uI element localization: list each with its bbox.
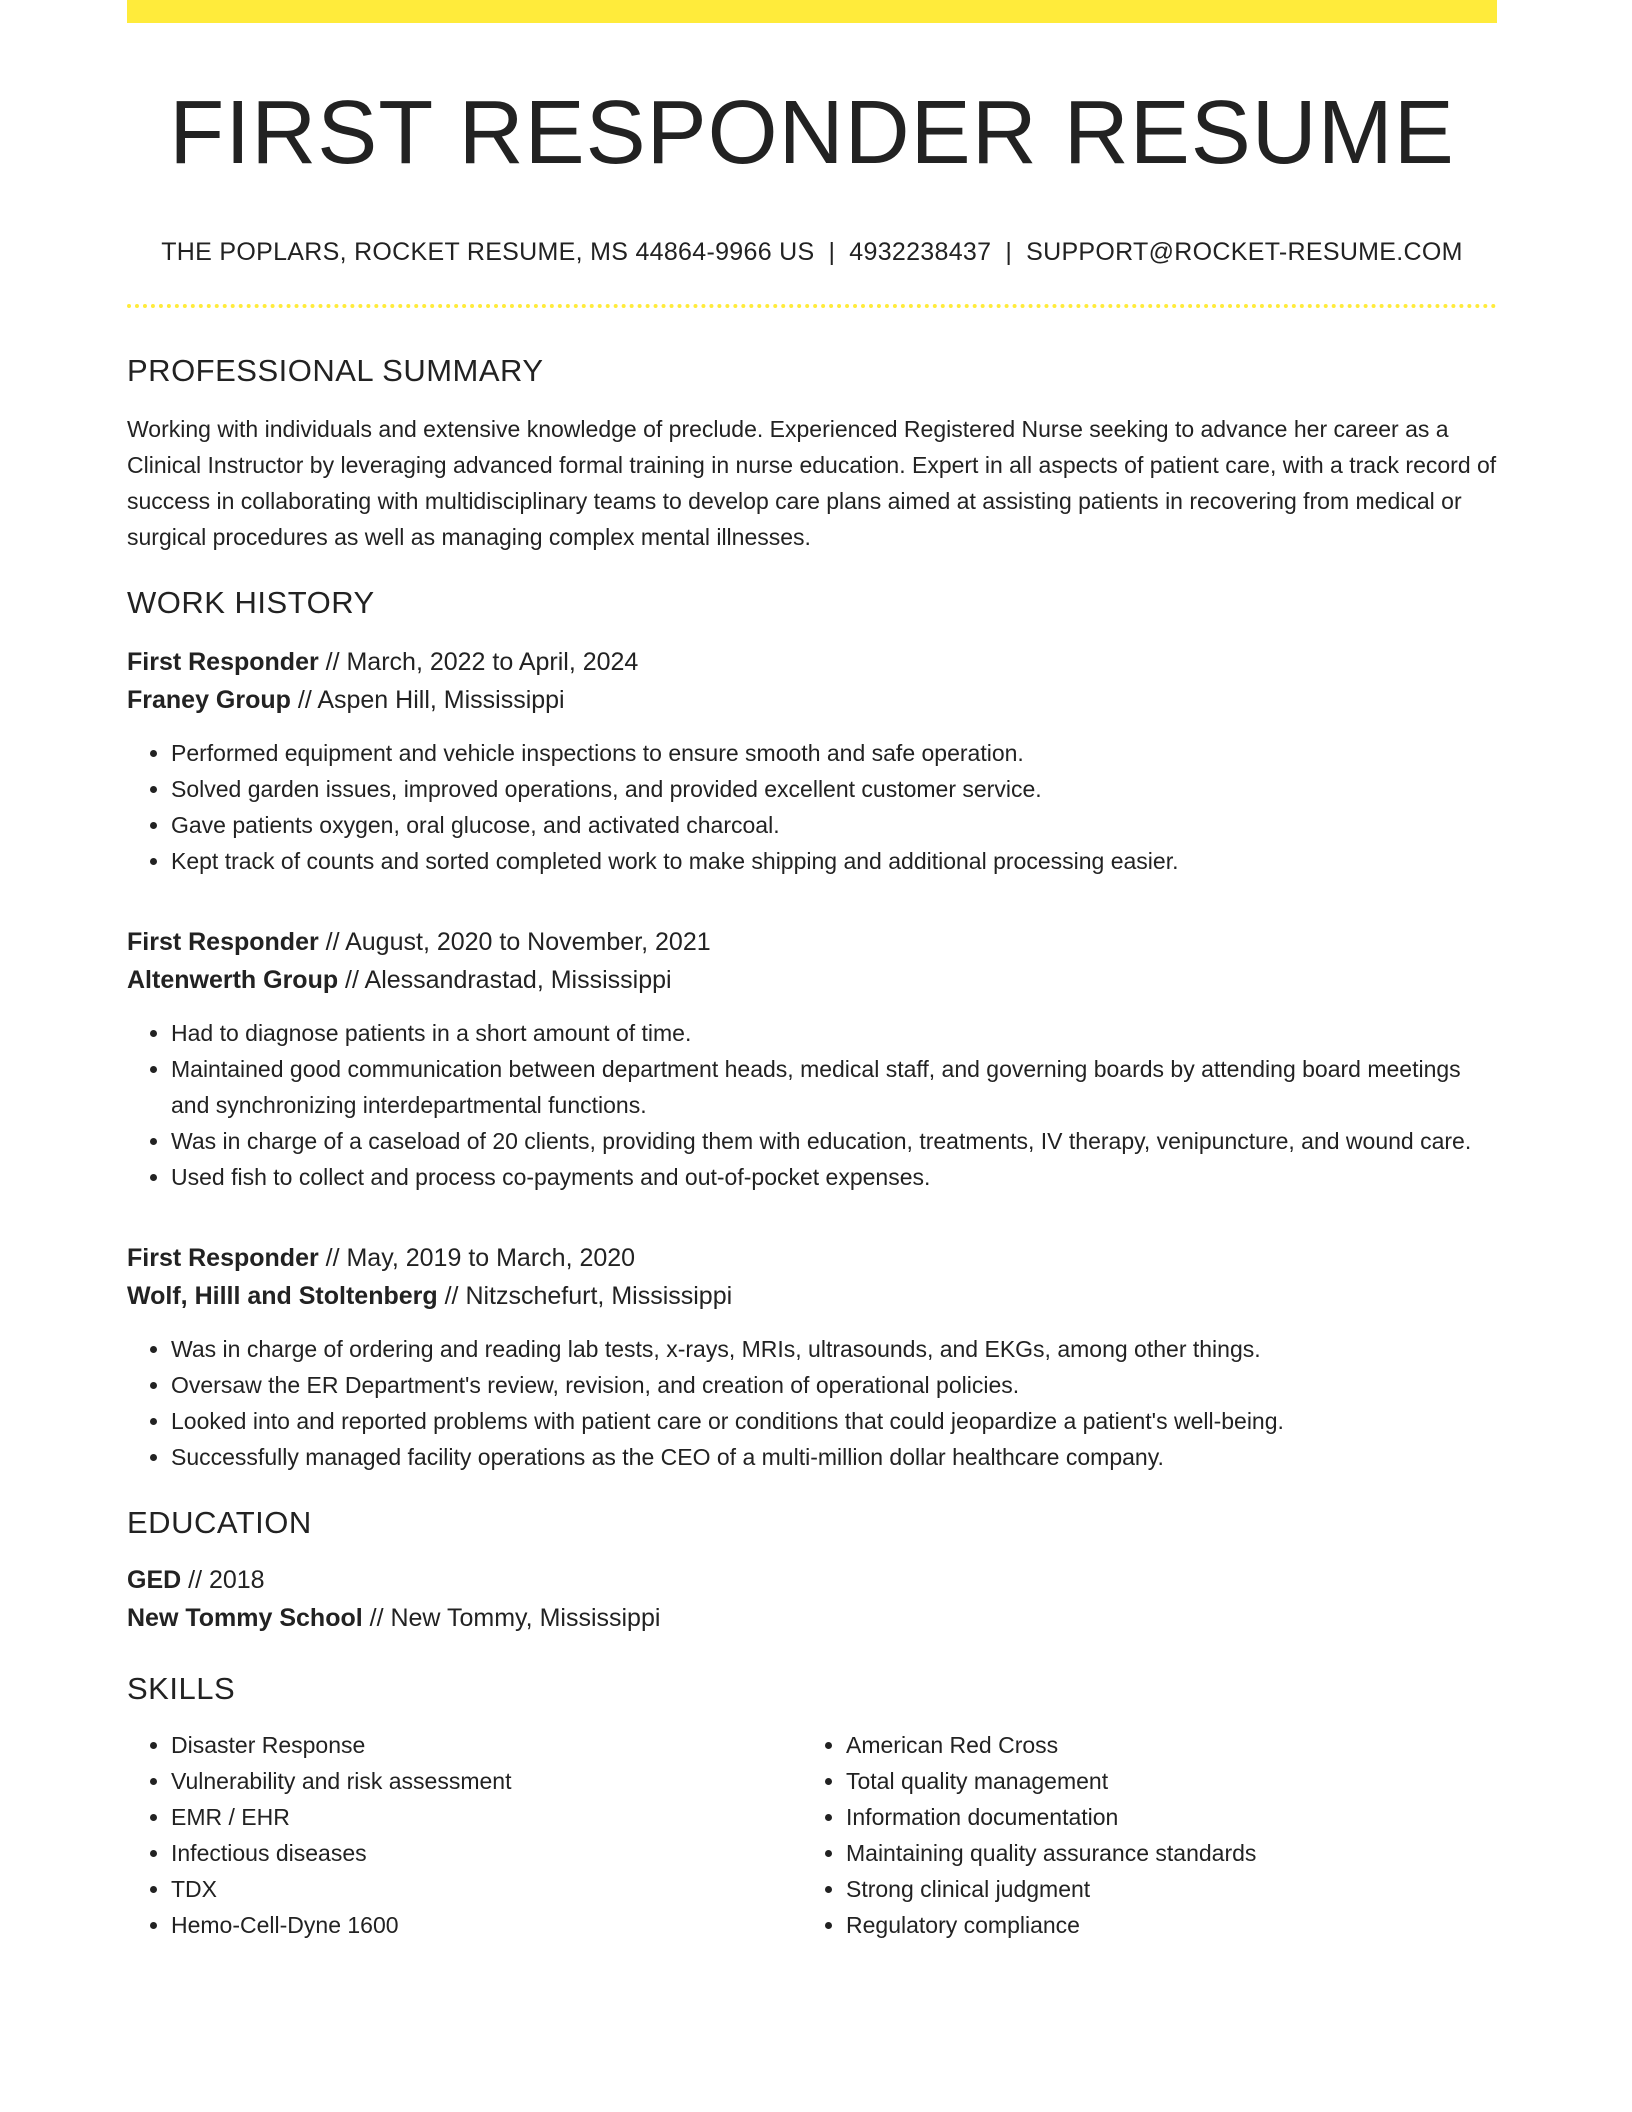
skill-item: • Disaster Response xyxy=(171,1727,802,1763)
job-bullet: • Successfully managed facility operations as the CEO of a multi-million dollar healthcare company. xyxy=(171,1439,1497,1475)
education-entry xyxy=(127,1561,1497,1637)
job-bullet: • Gave patients oxygen, oral glucose, and activated charcoal. xyxy=(171,807,1497,843)
job-title: First Responder xyxy=(127,1244,319,1272)
skill-item: • Total quality management xyxy=(846,1763,1477,1799)
skill-item: • Hemo-Cell-Dyne 1600 xyxy=(171,1907,802,1943)
job-company-line xyxy=(127,681,1497,719)
job-title-line xyxy=(127,923,1497,961)
education-heading: EDUCATION xyxy=(127,1505,312,1540)
contact-phone: 4932238437 xyxy=(849,238,992,266)
contact-line xyxy=(127,238,1497,267)
job-bullet: • Had to diagnose patients in a short amount of time. xyxy=(171,1015,1497,1051)
summary-text: Working with individuals and extensive knowledge of preclude. Experienced Registered Nurse seeking to advance her career as a Clinical Instructor by leveraging advanced formal training in nurse education. Expert in all aspects of patient care, with a track record of success in collaborating with multidisciplinary teams to develop care plans aimed at assisting patients in recovering from medical or surgical procedures as well as managing complex mental illnesses. xyxy=(127,416,1497,550)
resume-page xyxy=(127,0,1497,1943)
job-company-line xyxy=(127,961,1497,999)
skills-heading: SKILLS xyxy=(127,1671,236,1706)
job-title: First Responder xyxy=(127,648,319,676)
skills-columns xyxy=(127,1727,1497,1943)
job-entry xyxy=(127,923,1497,1195)
job-dates: // March, 2022 to April, 2024 xyxy=(318,648,639,676)
skill-item: • TDX xyxy=(171,1871,802,1907)
job-bullets xyxy=(127,735,1497,879)
job-location: // Alessandrastad, Mississippi xyxy=(338,966,672,994)
job-title: First Responder xyxy=(127,928,319,956)
job-title-line xyxy=(127,1239,1497,1277)
education-year: // 2018 xyxy=(181,1566,265,1594)
skill-item: • EMR / EHR xyxy=(171,1799,802,1835)
job-dates: // May, 2019 to March, 2020 xyxy=(318,1244,636,1272)
skill-item: • Maintaining quality assurance standards xyxy=(846,1835,1477,1871)
job-bullet: • Used fish to collect and process co-payments and out-of-pocket expenses. xyxy=(171,1159,1497,1195)
contact-separator: | xyxy=(828,238,836,266)
job-bullet: • Maintained good communication between department heads, medical staff, and governing boards by attending board meetings and synchronizing interdepartmental functions. xyxy=(171,1051,1497,1123)
job-bullet: • Was in charge of a caseload of 20 clients, providing them with education, treatments, IV therapy, venipuncture, and wound care. xyxy=(171,1123,1497,1159)
skill-item: • American Red Cross xyxy=(846,1727,1477,1763)
job-bullets xyxy=(127,1331,1497,1475)
skill-item: • Strong clinical judgment xyxy=(846,1871,1477,1907)
education-degree: GED xyxy=(127,1566,182,1594)
job-title-line xyxy=(127,643,1497,681)
education-degree-line xyxy=(127,1561,1497,1599)
job-dates: // August, 2020 to November, 2021 xyxy=(318,928,711,956)
skills-left-column xyxy=(127,1727,802,1943)
skill-item: • Infectious diseases xyxy=(171,1835,802,1871)
job-company: Altenwerth Group xyxy=(127,966,339,994)
job-company-line xyxy=(127,1277,1497,1315)
job-bullet: • Kept track of counts and sorted completed work to make shipping and additional processing easier. xyxy=(171,843,1497,879)
skill-item: • Information documentation xyxy=(846,1799,1477,1835)
work-history-heading: WORK HISTORY xyxy=(127,585,375,620)
dotted-divider xyxy=(127,304,1497,308)
contact-separator: | xyxy=(1005,238,1013,266)
job-location: // Aspen Hill, Mississippi xyxy=(290,686,565,714)
job-bullet: • Looked into and reported problems with patient care or conditions that could jeopardize a patient's well-being. xyxy=(171,1403,1497,1439)
education-location: // New Tommy, Mississippi xyxy=(362,1604,661,1632)
skill-item: • Regulatory compliance xyxy=(846,1907,1477,1943)
contact-email: SUPPORT@ROCKET-RESUME.COM xyxy=(1026,238,1463,266)
summary-heading: PROFESSIONAL SUMMARY xyxy=(127,353,544,388)
education-school-line xyxy=(127,1599,1497,1637)
job-bullet: • Performed equipment and vehicle inspections to ensure smooth and safe operation. xyxy=(171,735,1497,771)
job-company: Wolf, Hilll and Stoltenberg xyxy=(127,1282,438,1310)
job-bullets xyxy=(127,1015,1497,1195)
skill-item: • Vulnerability and risk assessment xyxy=(171,1763,802,1799)
resume-title: FIRST RESPONDER RESUME xyxy=(169,83,1455,183)
job-entry xyxy=(127,1239,1497,1475)
job-entry xyxy=(127,643,1497,879)
job-bullet: • Was in charge of ordering and reading lab tests, x-rays, MRIs, ultrasounds, and EKGs, among other things. xyxy=(171,1331,1497,1367)
job-company: Franey Group xyxy=(127,686,291,714)
top-accent-bar xyxy=(127,0,1497,23)
skills-right-column xyxy=(802,1727,1477,1943)
contact-address: THE POPLARS, ROCKET RESUME, MS 44864-9966 US xyxy=(161,238,815,266)
job-location: // Nitzschefurt, Mississippi xyxy=(437,1282,733,1310)
job-bullet: • Solved garden issues, improved operations, and provided excellent customer service. xyxy=(171,771,1497,807)
job-bullet: • Oversaw the ER Department's review, revision, and creation of operational policies. xyxy=(171,1367,1497,1403)
education-school: New Tommy School xyxy=(127,1604,363,1632)
